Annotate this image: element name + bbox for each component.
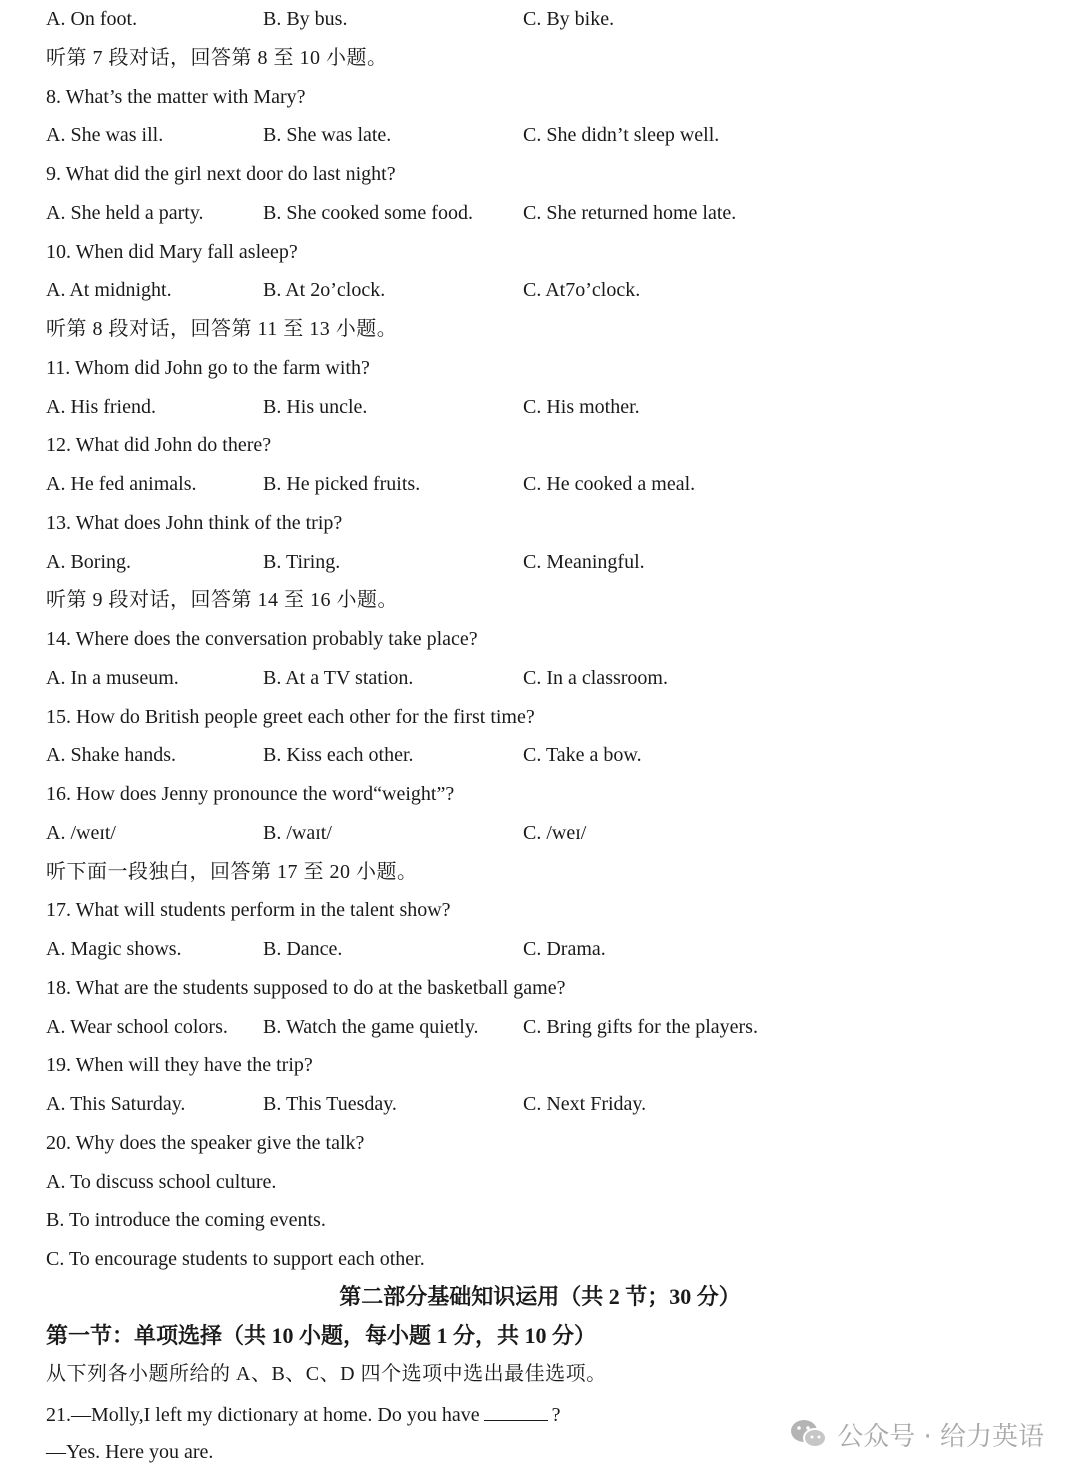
option-c: C. Take a bow. (523, 744, 642, 767)
question-text: B. To introduce the coming events. (46, 1209, 326, 1232)
option-a: A. In a museum. (46, 666, 179, 689)
option-c: C. By bike. (523, 8, 615, 30)
part-two-heading: 第二部分基础知识运用（共 2 节；30 分） (339, 1284, 741, 1309)
option-b: B. This Tuesday. (263, 1093, 397, 1115)
answer-blank (484, 1398, 548, 1421)
option-b: B. His uncle. (263, 395, 368, 418)
option-b: B. Watch the game quietly. (263, 1015, 479, 1038)
option-a: A. Wear school colors. (46, 1015, 228, 1038)
section-instruction: 从下列各小题所给的 A、B、C、D 四个选项中选出最佳选项。 (46, 1363, 607, 1385)
option-b: B. Tiring. (263, 550, 341, 573)
option-a: A. Shake hands. (46, 744, 176, 767)
option-b: B. At 2o’clock. (263, 279, 386, 302)
option-c: C. Next Friday. (523, 1093, 647, 1115)
question-text: C. To encourage students to support each other. (46, 1248, 425, 1270)
option-c: C. At7o’clock. (523, 279, 641, 302)
section-instruction: 听下面一段独白，回答第 17 至 20 小题。 (46, 860, 418, 883)
question-21-reply: —Yes. Here you are. (46, 1441, 214, 1463)
option-a: A. At midnight. (46, 279, 172, 302)
question-text: 13. What does John think of the trip? (46, 511, 343, 534)
option-c: C. Bring gifts for the players. (523, 1015, 758, 1038)
option-c: C. She returned home late. (523, 201, 737, 224)
option-b: B. She was late. (263, 124, 392, 147)
question-text: 18. What are the students supposed to do at the basketball game? (46, 976, 566, 999)
section-instruction: 听第 7 段对话，回答第 8 至 10 小题。 (46, 46, 388, 69)
question-text: 15. How do British people greet each other for the first time? (46, 705, 535, 728)
question-text: 10. When did Mary fall asleep? (46, 240, 298, 263)
question-21-mark: ? (551, 1404, 561, 1426)
section-instruction: 听第 8 段对话，回答第 11 至 13 小题。 (46, 318, 398, 340)
question-text: 12. What did John do there? (46, 434, 272, 457)
wechat-icon (789, 1418, 829, 1450)
option-b: B. He picked fruits. (263, 473, 421, 495)
question-text: 19. When will they have the trip? (46, 1054, 313, 1077)
question-text: 8. What’s the matter with Mary? (46, 85, 306, 108)
option-a: A. His friend. (46, 395, 156, 418)
option-b: B. /waɪt/ (263, 821, 332, 844)
option-c: C. He cooked a meal. (523, 473, 696, 495)
question-text: 11. Whom did John go to the farm with? (46, 356, 370, 379)
watermark-label: 公众号 · 给力英语 (837, 1421, 1044, 1452)
question-text: 14. Where does the conversation probably take place? (46, 628, 478, 650)
option-b: B. At a TV station. (263, 666, 414, 689)
option-a: A. She held a party. (46, 201, 204, 224)
option-a: A. This Saturday. (46, 1093, 186, 1115)
option-b: B. Kiss each other. (263, 744, 414, 767)
question-21-text: 21.—Molly,I left my dictionary at home. Do you have (46, 1404, 480, 1426)
option-c: C. She didn’t sleep well. (523, 124, 720, 147)
question-text: 17. What will students perform in the talent show? (46, 899, 451, 922)
option-a: A. He fed animals. (46, 473, 197, 495)
question-21 (46, 1398, 561, 1428)
option-a: A. /weɪt/ (46, 821, 116, 844)
option-b: B. By bus. (263, 8, 348, 30)
question-text: 9. What did the girl next door do last night? (46, 163, 396, 185)
question-text: 20. Why does the speaker give the talk? (46, 1131, 365, 1154)
option-c: C. In a classroom. (523, 666, 668, 689)
question-text: A. To discuss school culture. (46, 1170, 277, 1193)
section-instruction: 听第 9 段对话，回答第 14 至 16 小题。 (46, 589, 398, 612)
option-b: B. Dance. (263, 938, 343, 960)
option-b: B. She cooked some food. (263, 201, 473, 224)
option-c: C. Meaningful. (523, 550, 645, 573)
option-a: A. Magic shows. (46, 938, 182, 960)
watermark (789, 1414, 1044, 1454)
option-a: A. Boring. (46, 550, 131, 573)
option-c: C. Drama. (523, 938, 606, 960)
option-c: C. His mother. (523, 395, 640, 418)
option-a: A. She was ill. (46, 124, 164, 147)
section-one-heading: 第一节：单项选择（共 10 小题，每小题 1 分，共 10 分） (46, 1323, 597, 1348)
option-c: C. /weɪ/ (523, 821, 587, 844)
option-a: A. On foot. (46, 8, 138, 30)
question-text: 16. How does Jenny pronounce the word“weight”? (46, 783, 455, 805)
